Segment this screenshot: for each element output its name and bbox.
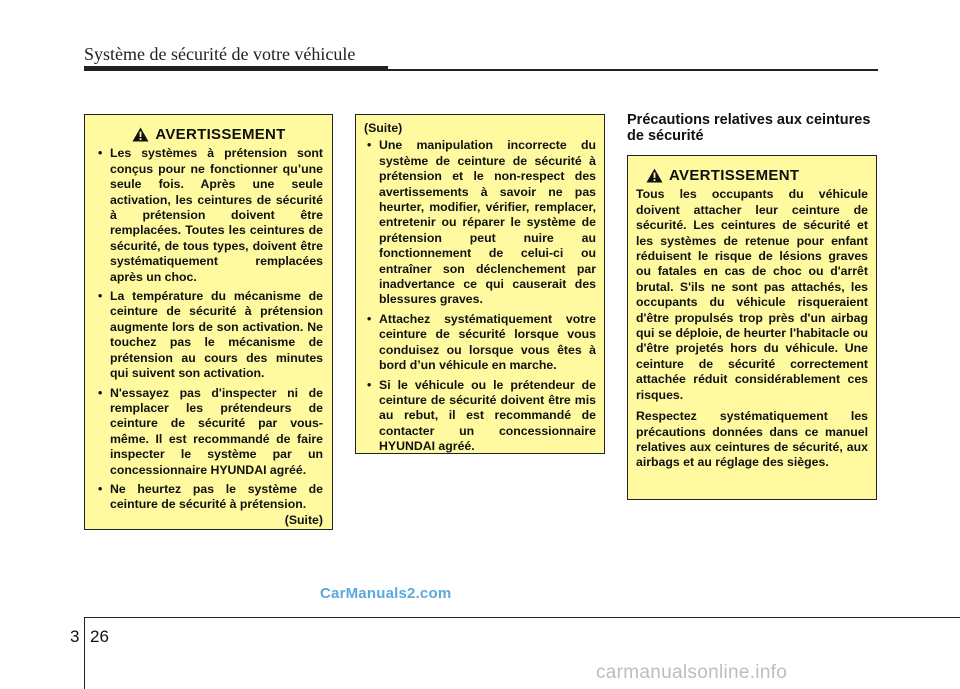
page-header-title: Système de sécurité de votre véhicule xyxy=(84,44,356,64)
warning-heading xyxy=(636,168,868,183)
page-number: 26 xyxy=(90,627,109,646)
warning-heading xyxy=(95,127,323,142)
warning-triangle-icon xyxy=(132,127,149,142)
header-rule-thick xyxy=(84,66,388,71)
warning-paragraph: Tous les occupants du véhicule doivent attacher leur ceinture de sécurité. Les ceintures de sécurité et les systèmes de retenue pour enfant réduisent le risque de lésions graves ou fatales en cas de choc ou d'arrêt brutal. S'ils ne sont pas attachés, les occupants du véhicule risqueraient d'être propulsés trop près d'un airbag qui se déploie, de heurter l'habitacle ou d'être projetés hors du véhicule. Une ceinture de sécurité correctement attachée réduit considérablement ces risques. xyxy=(636,187,868,402)
warning-box-pretensioner xyxy=(84,114,333,530)
header-rule-thin xyxy=(388,69,878,71)
chapter-number: 3 xyxy=(70,627,80,646)
warning-box-continued xyxy=(355,114,605,454)
warning-heading-label: AVERTISSEMENT xyxy=(155,126,286,143)
warning-paragraph: Respectez systématiquement les précautions données dans ce manuel relatives aux ceintures de sécurité, aux airbags et au réglage des sièges. xyxy=(636,409,868,470)
footer-watermark: carmanualsonline.info xyxy=(596,662,788,683)
watermark-link[interactable]: CarManuals2.com xyxy=(320,585,452,602)
footer-vertical-rule xyxy=(84,617,85,689)
section-title: Précautions relatives aux ceintures de sécurité xyxy=(627,112,871,144)
continued-label: (Suite) xyxy=(284,512,323,527)
list-item: • Attachez systématiquement votre ceinture de sécurité lorsque vous conduisez ou lorsque vous êtes à bord d’un véhicule en marche. xyxy=(364,312,596,374)
list-item: • Une manipulation incorrecte du système de ceinture de sécurité à prétension et le non-respect des avertissements à savoir ne pas heurter, modifier, vérifier, remplacer, entretenir ou réparer le système de prétension peut nuire au fonctionnement de celui-ci ou entraîner son déclenchement par inadvertance ce qui causerait des blessures graves. xyxy=(364,138,596,307)
list-item: • Les systèmes à prétension sont conçus pour ne fonctionner qu’une seule fois. Après une seule activation, les ceintures de sécurité à prétension doivent être remplacées. Toutes les ceintures de sécurité, de tous types, doivent être systématiquement remplacées après un choc. xyxy=(95,146,323,285)
list-item: • N'essayez pas d'inspecter ni de remplacer les prétendeurs de ceinture de sécurité par vous-même. Il est recommandé de faire inspecter le système par un concessionnaire HYUNDAI agréé. xyxy=(95,386,323,478)
continued-label: (Suite) xyxy=(364,121,403,135)
list-item: • La température du mécanisme de ceinture de sécurité à prétension augmente lors de son activation. Ne touchez pas le mécanisme de prétension au cours des minutes qui suivent son activation. xyxy=(95,289,323,381)
list-item: • Si le véhicule ou le prétendeur de ceinture de sécurité doivent être mis au rebut, il est recommandé de contacter un concessionnaire HYUNDAI agréé. xyxy=(364,378,596,455)
warning-heading-label: AVERTISSEMENT xyxy=(669,167,800,184)
warning-list xyxy=(364,138,596,454)
list-item: • Ne heurtez pas le système de ceinture de sécurité à prétension. xyxy=(95,482,323,513)
warning-list xyxy=(95,146,323,512)
footer-horizontal-rule xyxy=(84,617,960,618)
warning-box-seatbelt xyxy=(627,155,877,500)
warning-triangle-icon xyxy=(646,168,663,183)
